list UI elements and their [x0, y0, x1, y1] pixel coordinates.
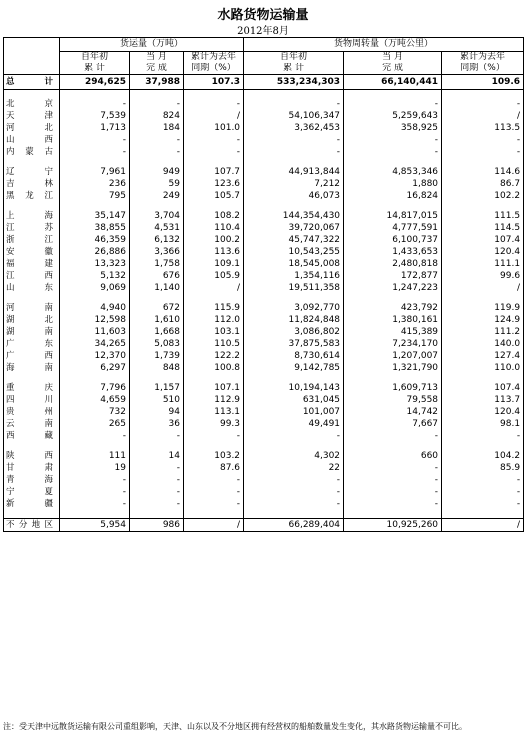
table-row: [4, 450, 524, 462]
value-cell: 6,297: [60, 362, 130, 374]
spacer-row: [4, 374, 524, 382]
value-cell: -: [344, 146, 442, 158]
value-cell: 4,940: [60, 302, 130, 314]
value-cell: 11,603: [60, 326, 130, 338]
spacer-row: [4, 510, 524, 519]
value-cell: 732: [60, 406, 130, 418]
value-cell: -: [344, 462, 442, 474]
region-cell: 上 海: [4, 210, 60, 222]
table-row: [4, 178, 524, 190]
value-cell: 949: [130, 166, 184, 178]
column-header-line2: 累 计: [244, 63, 344, 75]
value-cell: 66,140,441: [344, 75, 442, 90]
value-cell: 8,730,614: [244, 350, 344, 362]
value-cell: 66,289,404: [244, 519, 344, 532]
value-cell: 109.1: [184, 258, 244, 270]
region-cell: 黑龙江: [4, 190, 60, 202]
value-cell: 110.5: [184, 338, 244, 350]
region-cell: 辽 宁: [4, 166, 60, 178]
value-cell: -: [344, 134, 442, 146]
value-cell: 36: [130, 418, 184, 430]
group-header-cargo: 货运量（万吨）: [60, 38, 244, 52]
value-cell: /: [442, 282, 524, 294]
value-cell: 14: [130, 450, 184, 462]
value-cell: 7,796: [60, 382, 130, 394]
value-cell: 4,777,591: [344, 222, 442, 234]
value-cell: 100.2: [184, 234, 244, 246]
value-cell: 99.6: [442, 270, 524, 282]
table-row: [4, 314, 524, 326]
value-cell: 10,194,143: [244, 382, 344, 394]
value-cell: 294,625: [60, 75, 130, 90]
column-header-line2: 同期（%）: [184, 63, 244, 75]
value-cell: 423,792: [344, 302, 442, 314]
table-row: [4, 486, 524, 498]
value-cell: 16,824: [344, 190, 442, 202]
value-cell: -: [442, 498, 524, 510]
spacer-row: [4, 158, 524, 166]
table-row: [4, 98, 524, 110]
value-cell: 54,106,347: [244, 110, 344, 122]
value-cell: /: [184, 519, 244, 532]
table-row: [4, 430, 524, 442]
value-cell: 1,207,007: [344, 350, 442, 362]
value-cell: 101,007: [244, 406, 344, 418]
region-cell: 新 疆: [4, 498, 60, 510]
page-subtitle: 2012年8月: [237, 26, 289, 37]
table-row: [4, 258, 524, 270]
value-cell: 5,954: [60, 519, 130, 532]
value-cell: 1,610: [130, 314, 184, 326]
value-cell: 795: [60, 190, 130, 202]
value-cell: 87.6: [184, 462, 244, 474]
value-cell: 1,157: [130, 382, 184, 394]
value-cell: 848: [130, 362, 184, 374]
value-cell: 39,720,067: [244, 222, 344, 234]
value-cell: 107.4: [442, 234, 524, 246]
value-cell: 38,855: [60, 222, 130, 234]
region-cell: 安 徽: [4, 246, 60, 258]
region-cell: 重 庆: [4, 382, 60, 394]
column-header-line1: 当 月: [130, 52, 184, 64]
value-cell: 59: [130, 178, 184, 190]
value-cell: 107.4: [442, 382, 524, 394]
table-row: [4, 190, 524, 202]
region-cell: 内蒙古: [4, 146, 60, 158]
region-cell: 湖 南: [4, 326, 60, 338]
value-cell: 12,370: [60, 350, 130, 362]
value-cell: 114.6: [442, 166, 524, 178]
group-header-turnover: 货物周转量（万吨公里）: [244, 38, 524, 52]
value-cell: 1,880: [344, 178, 442, 190]
value-cell: 9,069: [60, 282, 130, 294]
value-cell: 49,491: [244, 418, 344, 430]
column-header-line1: 累计为去年: [184, 52, 244, 64]
value-cell: -: [442, 98, 524, 110]
value-cell: 18,545,008: [244, 258, 344, 270]
value-cell: 111.1: [442, 258, 524, 270]
value-cell: /: [442, 519, 524, 532]
value-cell: 5,259,643: [344, 110, 442, 122]
value-cell: 11,824,848: [244, 314, 344, 326]
value-cell: 533,234,303: [244, 75, 344, 90]
value-cell: 37,988: [130, 75, 184, 90]
value-cell: 3,086,802: [244, 326, 344, 338]
value-cell: 5,132: [60, 270, 130, 282]
unassigned-region-row: [4, 519, 524, 532]
value-cell: 236: [60, 178, 130, 190]
value-cell: 22: [244, 462, 344, 474]
value-cell: -: [442, 134, 524, 146]
value-cell: 113.7: [442, 394, 524, 406]
value-cell: -: [244, 134, 344, 146]
value-cell: 111: [60, 450, 130, 462]
value-cell: -: [244, 474, 344, 486]
value-cell: 824: [130, 110, 184, 122]
value-cell: 7,539: [60, 110, 130, 122]
region-cell: 西 藏: [4, 430, 60, 442]
value-cell: 34,265: [60, 338, 130, 350]
value-cell: 12,598: [60, 314, 130, 326]
value-cell: -: [442, 486, 524, 498]
value-cell: -: [244, 430, 344, 442]
data-table-container: [3, 37, 523, 532]
column-header-line1: 累计为去年: [442, 52, 524, 64]
value-cell: 7,961: [60, 166, 130, 178]
value-cell: 144,354,430: [244, 210, 344, 222]
value-cell: 111.5: [442, 210, 524, 222]
region-cell: 陕 西: [4, 450, 60, 462]
value-cell: 19,511,358: [244, 282, 344, 294]
value-cell: -: [130, 462, 184, 474]
value-cell: -: [130, 98, 184, 110]
value-cell: 6,132: [130, 234, 184, 246]
value-cell: 113.1: [184, 406, 244, 418]
value-cell: 112.9: [184, 394, 244, 406]
region-cell: 浙 江: [4, 234, 60, 246]
table-row: [4, 338, 524, 350]
value-cell: -: [60, 98, 130, 110]
value-cell: 6,100,737: [344, 234, 442, 246]
value-cell: 37,875,583: [244, 338, 344, 350]
value-cell: -: [60, 146, 130, 158]
value-cell: 109.6: [442, 75, 524, 90]
value-cell: 103.1: [184, 326, 244, 338]
column-header-line1: 当 月: [344, 52, 442, 64]
region-cell: 天 津: [4, 110, 60, 122]
region-cell: 湖 北: [4, 314, 60, 326]
value-cell: 1,758: [130, 258, 184, 270]
value-cell: 3,092,770: [244, 302, 344, 314]
value-cell: 1,713: [60, 122, 130, 134]
value-cell: -: [244, 498, 344, 510]
value-cell: -: [344, 486, 442, 498]
value-cell: 107.3: [184, 75, 244, 90]
value-cell: 123.6: [184, 178, 244, 190]
value-cell: 105.9: [184, 270, 244, 282]
table-row: [4, 134, 524, 146]
value-cell: -: [130, 486, 184, 498]
value-cell: 3,366: [130, 246, 184, 258]
value-cell: 660: [344, 450, 442, 462]
value-cell: 99.3: [184, 418, 244, 430]
region-cell: 江 苏: [4, 222, 60, 234]
value-cell: -: [244, 146, 344, 158]
value-cell: 1,668: [130, 326, 184, 338]
value-cell: 44,913,844: [244, 166, 344, 178]
value-cell: -: [184, 474, 244, 486]
region-cell: 北 京: [4, 98, 60, 110]
value-cell: 122.2: [184, 350, 244, 362]
column-header-line2: 同期（%）: [442, 63, 524, 75]
region-cell: 四 川: [4, 394, 60, 406]
value-cell: -: [60, 486, 130, 498]
region-cell: 吉 林: [4, 178, 60, 190]
value-cell: 45,747,322: [244, 234, 344, 246]
value-cell: 115.9: [184, 302, 244, 314]
value-cell: 3,704: [130, 210, 184, 222]
value-cell: 172,877: [344, 270, 442, 282]
value-cell: 107.7: [184, 166, 244, 178]
column-header-line2: 累 计: [60, 63, 130, 75]
value-cell: -: [184, 98, 244, 110]
table-row: [4, 122, 524, 134]
region-cell: 总 计: [4, 75, 60, 90]
value-cell: 120.4: [442, 246, 524, 258]
region-cell: 海 南: [4, 362, 60, 374]
value-cell: 415,389: [344, 326, 442, 338]
table-row: [4, 282, 524, 294]
value-cell: -: [130, 134, 184, 146]
total-row: [4, 75, 524, 90]
region-cell: 山 东: [4, 282, 60, 294]
value-cell: -: [60, 474, 130, 486]
cargo-table: [3, 37, 524, 532]
value-cell: 110.4: [184, 222, 244, 234]
table-row: [4, 382, 524, 394]
region-cell: 贵 州: [4, 406, 60, 418]
value-cell: 14,742: [344, 406, 442, 418]
value-cell: -: [344, 430, 442, 442]
value-cell: 358,925: [344, 122, 442, 134]
value-cell: 184: [130, 122, 184, 134]
value-cell: -: [244, 486, 344, 498]
value-cell: 119.9: [442, 302, 524, 314]
spacer-row: [4, 294, 524, 302]
region-cell: 青 海: [4, 474, 60, 486]
column-header-line2: 完 成: [344, 63, 442, 75]
value-cell: -: [60, 134, 130, 146]
value-cell: 676: [130, 270, 184, 282]
value-cell: 86.7: [442, 178, 524, 190]
value-cell: 103.2: [184, 450, 244, 462]
page-title: 水路货物运输量: [217, 8, 309, 23]
region-cell: 福 建: [4, 258, 60, 270]
table-row: [4, 362, 524, 374]
value-cell: -: [130, 498, 184, 510]
table-row: [4, 418, 524, 430]
region-cell: 河 南: [4, 302, 60, 314]
value-cell: 113.5: [442, 122, 524, 134]
table-row: [4, 146, 524, 158]
value-cell: 124.9: [442, 314, 524, 326]
value-cell: -: [60, 430, 130, 442]
value-cell: 4,659: [60, 394, 130, 406]
region-cell: 不分地区: [4, 519, 60, 532]
value-cell: 19: [60, 462, 130, 474]
value-cell: 9,142,785: [244, 362, 344, 374]
value-cell: -: [344, 498, 442, 510]
value-cell: -: [244, 98, 344, 110]
value-cell: -: [442, 474, 524, 486]
value-cell: 85.9: [442, 462, 524, 474]
region-header: [4, 38, 60, 75]
value-cell: 79,558: [344, 394, 442, 406]
value-cell: -: [442, 146, 524, 158]
value-cell: 1,247,223: [344, 282, 442, 294]
footnote: 注：受天津中远散货运输有限公司重组影响，天津、山东以及不分地区拥有经营权的船舶数量发生变化，其水路货物运输量不可比。: [3, 722, 467, 731]
region-cell: 河 北: [4, 122, 60, 134]
value-cell: 5,083: [130, 338, 184, 350]
table-row: [4, 326, 524, 338]
value-cell: -: [184, 430, 244, 442]
value-cell: 114.5: [442, 222, 524, 234]
value-cell: 1,321,790: [344, 362, 442, 374]
value-cell: -: [184, 146, 244, 158]
value-cell: 127.4: [442, 350, 524, 362]
table-row: [4, 246, 524, 258]
value-cell: /: [184, 282, 244, 294]
value-cell: /: [184, 110, 244, 122]
value-cell: 110.0: [442, 362, 524, 374]
table-row: [4, 222, 524, 234]
value-cell: 107.1: [184, 382, 244, 394]
region-cell: 广 东: [4, 338, 60, 350]
value-cell: 10,925,260: [344, 519, 442, 532]
value-cell: 3,362,453: [244, 122, 344, 134]
table-row: [4, 110, 524, 122]
value-cell: -: [184, 134, 244, 146]
table-row: [4, 350, 524, 362]
table-row: [4, 474, 524, 486]
table-row: [4, 394, 524, 406]
value-cell: 140.0: [442, 338, 524, 350]
value-cell: 102.2: [442, 190, 524, 202]
value-cell: 1,739: [130, 350, 184, 362]
spacer-row: [4, 442, 524, 450]
value-cell: 1,140: [130, 282, 184, 294]
value-cell: -: [130, 430, 184, 442]
value-cell: -: [344, 98, 442, 110]
value-cell: -: [184, 486, 244, 498]
column-header-line1: 自年初: [60, 52, 130, 64]
value-cell: 108.2: [184, 210, 244, 222]
column-header-line2: 完 成: [130, 63, 184, 75]
value-cell: 104.2: [442, 450, 524, 462]
value-cell: 631,045: [244, 394, 344, 406]
value-cell: -: [344, 474, 442, 486]
value-cell: 113.6: [184, 246, 244, 258]
value-cell: 101.0: [184, 122, 244, 134]
value-cell: 120.4: [442, 406, 524, 418]
value-cell: 7,667: [344, 418, 442, 430]
region-cell: 山 西: [4, 134, 60, 146]
value-cell: 4,531: [130, 222, 184, 234]
column-header-line1: 自年初: [244, 52, 344, 64]
region-cell: 甘 肃: [4, 462, 60, 474]
value-cell: 1,380,161: [344, 314, 442, 326]
table-row: [4, 462, 524, 474]
value-cell: 510: [130, 394, 184, 406]
value-cell: 4,302: [244, 450, 344, 462]
value-cell: 105.7: [184, 190, 244, 202]
value-cell: -: [60, 498, 130, 510]
value-cell: -: [130, 474, 184, 486]
region-cell: 宁 夏: [4, 486, 60, 498]
region-cell: 江 西: [4, 270, 60, 282]
spacer-row: [4, 90, 524, 99]
region-cell: 广 西: [4, 350, 60, 362]
value-cell: 1,354,116: [244, 270, 344, 282]
table-row: [4, 406, 524, 418]
value-cell: 46,073: [244, 190, 344, 202]
value-cell: 112.0: [184, 314, 244, 326]
spacer-row: [4, 202, 524, 210]
value-cell: 10,543,255: [244, 246, 344, 258]
value-cell: 94: [130, 406, 184, 418]
value-cell: 249: [130, 190, 184, 202]
table-row: [4, 498, 524, 510]
value-cell: 986: [130, 519, 184, 532]
region-cell: 云 南: [4, 418, 60, 430]
value-cell: -: [442, 430, 524, 442]
value-cell: 35,147: [60, 210, 130, 222]
value-cell: 4,853,346: [344, 166, 442, 178]
value-cell: 46,359: [60, 234, 130, 246]
value-cell: -: [130, 146, 184, 158]
value-cell: 111.2: [442, 326, 524, 338]
table-row: [4, 210, 524, 222]
value-cell: 672: [130, 302, 184, 314]
value-cell: 7,234,170: [344, 338, 442, 350]
value-cell: 14,817,015: [344, 210, 442, 222]
value-cell: -: [184, 498, 244, 510]
value-cell: 1,609,713: [344, 382, 442, 394]
value-cell: /: [442, 110, 524, 122]
table-row: [4, 234, 524, 246]
value-cell: 7,212: [244, 178, 344, 190]
value-cell: 98.1: [442, 418, 524, 430]
value-cell: 100.8: [184, 362, 244, 374]
table-row: [4, 302, 524, 314]
table-row: [4, 270, 524, 282]
value-cell: 1,433,653: [344, 246, 442, 258]
value-cell: 2,480,818: [344, 258, 442, 270]
value-cell: 13,323: [60, 258, 130, 270]
value-cell: 26,886: [60, 246, 130, 258]
value-cell: 265: [60, 418, 130, 430]
table-row: [4, 166, 524, 178]
